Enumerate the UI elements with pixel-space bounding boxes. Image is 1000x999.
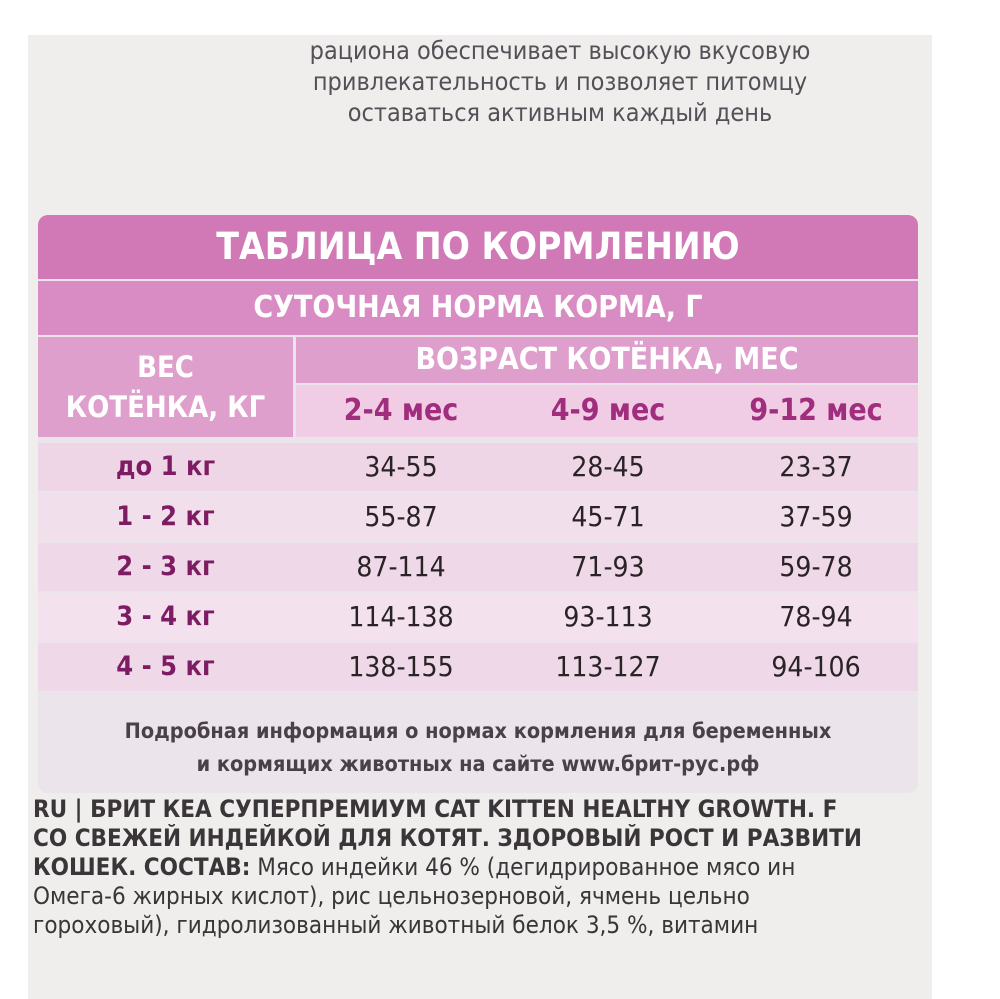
table-cell: 34-55 xyxy=(364,450,438,483)
composition-label: КОШЕК. СОСТАВ: xyxy=(33,853,251,881)
table-cell: 94-106 xyxy=(771,650,861,683)
composition-line xyxy=(33,853,932,882)
table-cell: 114-138 xyxy=(348,600,454,633)
table-cell: 28-45 xyxy=(571,450,645,483)
table-subtitle: СУТОЧНАЯ НОРМА КОРМА, Г xyxy=(38,281,918,335)
composition-line: гороховый), гидролизованный животный белок 3,5 %, витамин xyxy=(33,911,759,939)
table-cell: 71-93 xyxy=(571,550,645,583)
age-column-label: 4-9 мес xyxy=(550,393,666,428)
table-title: ТАБЛИЦА ПО КОРМЛЕНИЮ xyxy=(38,215,918,279)
package-surface xyxy=(28,35,932,999)
footnote-line: и кормящих животных на сайте www.брит-рус.рф xyxy=(196,752,760,777)
intro-line: рациона обеспечивает высокую вкусовую xyxy=(309,36,811,65)
table-footnote xyxy=(38,715,918,781)
weight-header xyxy=(38,337,293,437)
table-cell: 78-94 xyxy=(779,600,853,633)
weight-label: 2 - 3 кг xyxy=(116,551,215,582)
intro-text xyxy=(28,35,932,128)
composition-text xyxy=(33,795,932,940)
table-row xyxy=(38,493,918,541)
age-columns xyxy=(296,385,918,437)
table-cell: 55-87 xyxy=(364,500,438,533)
table-row xyxy=(38,443,918,491)
product-name-line: СО СВЕЖЕЙ ИНДЕЙКОЙ ДЛЯ КОТЯТ. ЗДОРОВЫЙ РОСТ И РАЗВИТИ xyxy=(33,824,862,852)
table-cell: 113-127 xyxy=(555,650,661,683)
composition-line: Омега-6 жирных кислот), рис цельнозерновой, ячмень цельно xyxy=(33,882,750,910)
table-row xyxy=(38,593,918,641)
product-name-line: RU | БРИТ КЕА СУПЕРПРЕМИУМ CAT KITTEN HEALTHY GROWTH. F xyxy=(33,795,838,823)
table-cell: 45-71 xyxy=(571,500,645,533)
table-cell: 59-78 xyxy=(779,550,853,583)
weight-header-line1: ВЕС xyxy=(137,350,194,384)
table-cell: 37-59 xyxy=(779,500,853,533)
table-cell: 87-114 xyxy=(356,550,446,583)
weight-label: 3 - 4 кг xyxy=(116,601,215,632)
table-cell: 93-113 xyxy=(563,600,653,633)
weight-label: до 1 кг xyxy=(115,451,216,482)
intro-line: привлекательность и позволяет питомцу xyxy=(312,67,808,96)
age-column-label: 9-12 мес xyxy=(749,393,883,428)
feeding-table xyxy=(38,215,918,793)
table-cell: 23-37 xyxy=(779,450,853,483)
weight-label: 4 - 5 кг xyxy=(116,651,215,682)
weight-label: 1 - 2 кг xyxy=(116,501,215,532)
table-cell: 138-155 xyxy=(348,650,454,683)
footnote-line: Подробная информация о нормах кормления для беременных xyxy=(124,719,832,744)
age-column-label: 2-4 мес xyxy=(343,393,459,428)
weight-header-line2: КОТЁНКА, КГ xyxy=(65,390,266,424)
table-row xyxy=(38,643,918,691)
age-header: ВОЗРАСТ КОТЁНКА, МЕС xyxy=(296,337,918,383)
composition-text-part: Мясо индейки 46 % (дегидрированное мясо ин xyxy=(250,853,796,881)
intro-line: оставаться активным каждый день xyxy=(347,98,773,127)
table-row xyxy=(38,543,918,591)
